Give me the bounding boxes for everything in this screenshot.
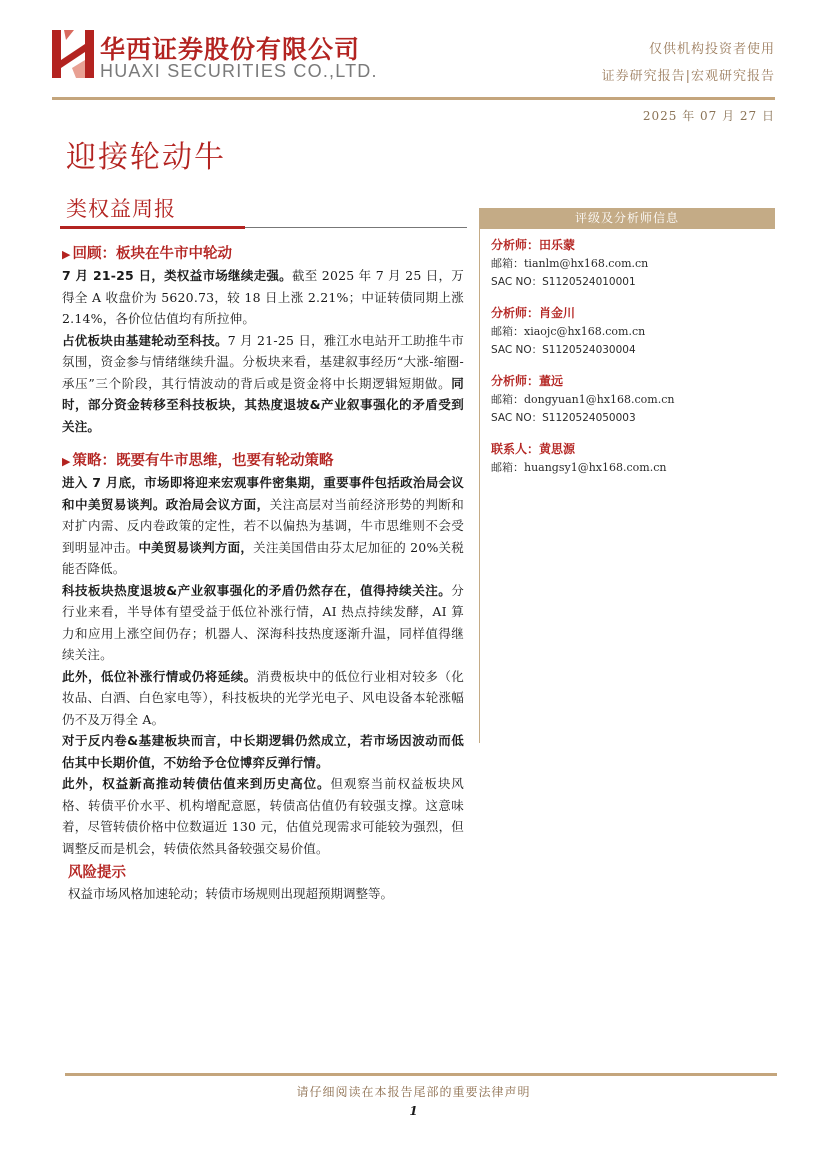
triangle-marker-icon: ▶	[62, 455, 71, 468]
body-text: 关注美国借由芬太尼加征的 20%关税能否降低。	[62, 539, 464, 576]
company-logo	[52, 30, 382, 82]
analyst-sidebar	[479, 208, 775, 743]
body-text: 分行业来看，半导体有望受益于低位补涨行情，AI 热点持续发酵，AI 算力和应用上涨空间仍存；机器人、深海科技热度逐渐升温，同样值得继续关注。	[62, 582, 464, 662]
bold-text: 中美贸易谈判方面，	[138, 539, 254, 555]
body-text: 截至 2025 年 7 月 25 日，万得全 A 收盘价为 5620.73，较 18 日上涨 2.21%；中证转债同期上涨 2.14%，各价位估值均有所拉伸。	[62, 268, 464, 326]
analyst-email[interactable]: 邮箱：xiaojc@hx168.com.cn	[491, 325, 646, 338]
body-paragraph	[62, 330, 464, 438]
body-paragraph	[62, 666, 464, 731]
body-paragraph	[62, 580, 464, 666]
analyst-name: 分析师：董远	[491, 374, 564, 388]
analyst-card	[491, 303, 771, 359]
analyst-card	[491, 371, 771, 427]
section-heading-text: 回顾：板块在牛市中轮动	[72, 245, 232, 262]
section-gap	[62, 437, 464, 451]
header-divider	[52, 97, 775, 100]
subtitle-rule-thin	[245, 227, 467, 228]
logo-en-text: HUAXI SECURITIES CO.,LTD.	[100, 61, 378, 81]
body-paragraph	[62, 265, 464, 330]
bold-text: 进入 7 月底，市场即将迎来宏观事件密集期，重要事件包括政治局会议和中美贸易谈判。政治局会议方面，	[62, 475, 464, 512]
bold-text: 此外，低位补涨行情或仍将延续。	[62, 668, 257, 684]
triangle-marker-icon: ▶	[62, 248, 71, 261]
analyst-name: 分析师：田乐蒙	[491, 238, 576, 252]
report-subtitle: 类权益周报	[66, 197, 176, 221]
analyst-card	[491, 235, 771, 291]
body-paragraph	[62, 773, 464, 859]
main-content	[62, 244, 464, 905]
report-title: 迎接轮动牛	[66, 140, 226, 175]
huaxi-logo-icon	[52, 30, 94, 78]
bold-text: 7 月 21-25 日，类权益市场继续走强。	[62, 268, 292, 283]
legal-disclaimer-link: 请仔细阅读在本报告尾部的重要法律声明	[296, 1085, 531, 1099]
body-text: 但观察当前权益板块风格、转债平价水平、机构增配意愿，转债高估值仍有较强支撑。这意味着，尽管转债价格中位数逼近 130 元，估值兑现需求可能较为强烈，但调整反而是机会，转债依然具备较强交易价值。	[62, 776, 464, 856]
section-heading	[62, 451, 464, 472]
body-paragraph	[62, 472, 464, 580]
analyst-list	[491, 235, 771, 489]
analyst-card	[491, 439, 771, 477]
audience-note: 仅供机构投资者使用	[648, 42, 775, 57]
analyst-email[interactable]: 邮箱：dongyuan1@hx168.com.cn	[491, 393, 675, 406]
risk-heading: 风险提示	[68, 864, 126, 881]
bold-text: 对于反内卷&基建板块而言，中长期逻辑仍然成立，若市场因波动而低估其中长期价值，不妨给予仓位博弈反弹行情。	[62, 733, 464, 770]
body-paragraph	[62, 730, 464, 773]
logo-cn-text: 华西证券股份有限公司	[100, 35, 361, 64]
bold-text: 科技板块热度退坡&产业叙事强化的矛盾仍然存在，值得持续关注。	[62, 582, 452, 598]
body-text: 关注高层对当前经济形势的判断和对扩内需、反内卷政策的定性，若不以偏热为基调，牛市思维则不会受到明显冲击。	[62, 496, 464, 555]
body-text: 消费板块中的低位行业相对较多（化妆品、白酒、白色家电等），科技板块的光学光电子、风电设备本轮涨幅仍不及万得全 A。	[62, 668, 464, 727]
subtitle-underline	[60, 226, 245, 229]
section-heading	[62, 244, 464, 265]
footer-divider	[65, 1073, 777, 1076]
sidebar-border	[479, 229, 480, 743]
analyst-email[interactable]: 邮箱：huangsy1@hx168.com.cn	[491, 461, 667, 474]
analyst-sac-number: SAC NO：S1120524030004	[491, 344, 636, 356]
risk-text: 权益市场风格加速轮动；转债市场规则出现超预期调整等。	[68, 886, 394, 901]
page-number: 1	[409, 1104, 418, 1118]
section-heading-text: 策略：既要有牛市思维，也要有轮动策略	[72, 452, 334, 469]
bold-text: 同时，部分资金转移至科技板块，其热度退坡&产业叙事强化的矛盾受到关注。	[62, 375, 464, 434]
sidebar-heading: 评级及分析师信息	[479, 208, 775, 229]
analyst-sac-number: SAC NO：S1120524050003	[491, 412, 636, 424]
bold-text: 此外，权益新高推动转债估值来到历史高位。	[62, 776, 331, 791]
analyst-name: 联系人：黄思源	[491, 442, 576, 456]
analyst-sac-number: SAC NO：S1120524010001	[491, 276, 636, 288]
body-text: 7 月 21-25 日，雅江水电站开工助推牛市氛围，资金参与情绪继续升温。分板块来看，基建叙事经历“大涨-缩圈-承压”三个阶段，其行情波动的背后或是资金将中长期逻辑短期做。	[62, 332, 464, 391]
analyst-name: 分析师：肖金川	[491, 306, 576, 320]
report-date: 2025 年 07 月 27 日	[642, 109, 775, 123]
bold-text: 占优板块由基建轮动至科技。	[62, 332, 228, 348]
analyst-email[interactable]: 邮箱：tianlm@hx168.com.cn	[491, 257, 649, 270]
report-type: 证券研究报告|宏观研究报告	[601, 69, 775, 84]
